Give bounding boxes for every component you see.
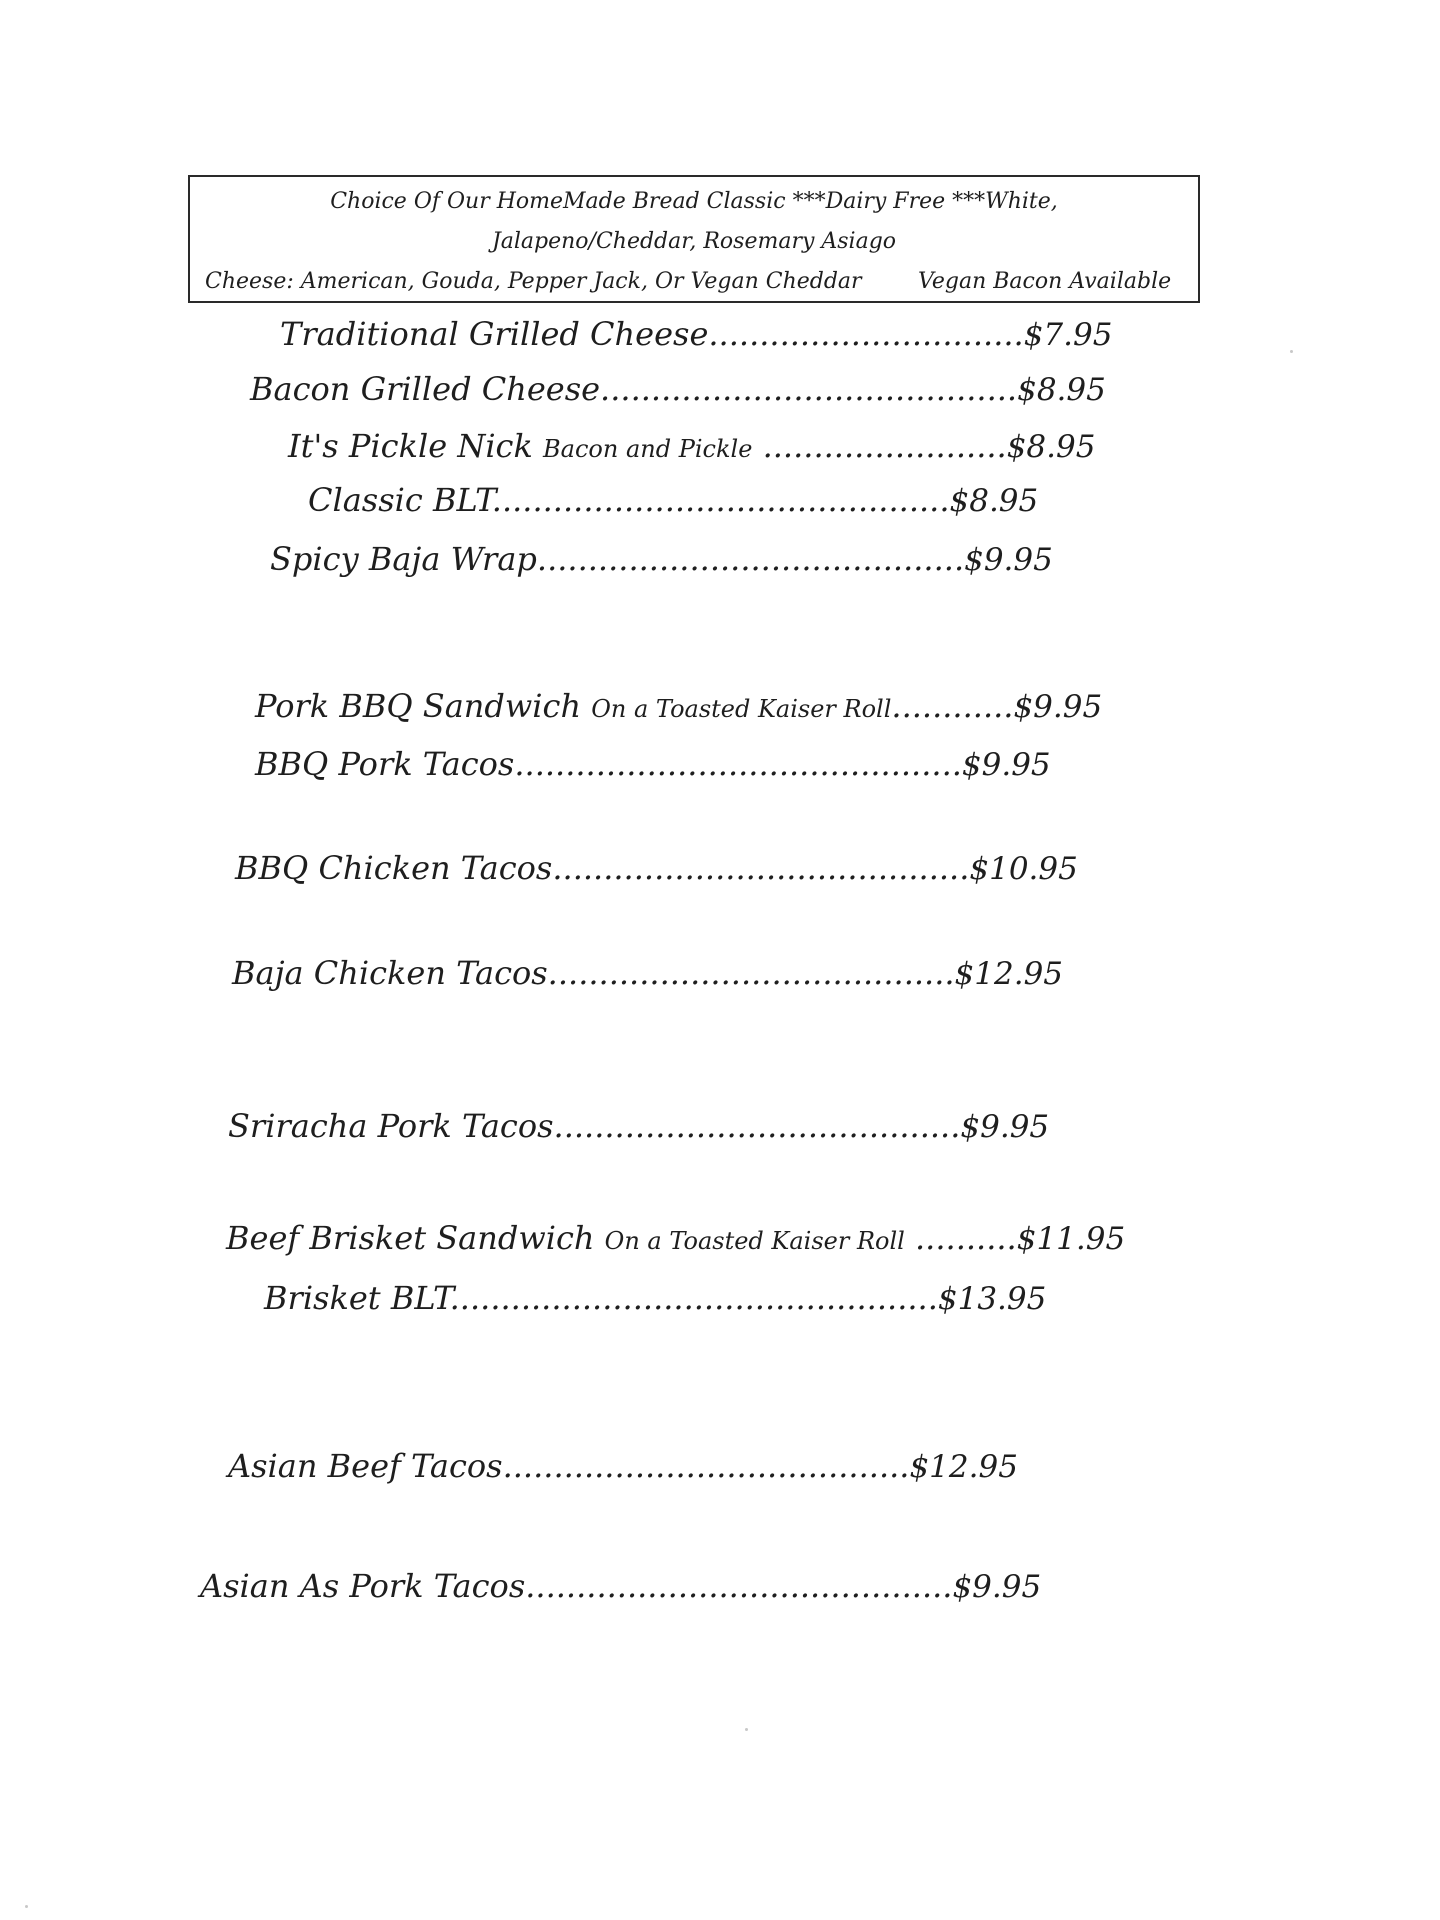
- bread-cheese-info-box: [188, 175, 1200, 303]
- item-dots: ........................................: [553, 1107, 961, 1145]
- item-price: $9.95: [1013, 689, 1103, 725]
- item-price: $11.95: [1016, 1221, 1126, 1257]
- menu-item-sriracha-pork-tacos: [228, 1107, 1050, 1145]
- item-price: $8.95: [1006, 429, 1096, 465]
- menu-item-asian-as-pork-tacos: [200, 1567, 1042, 1605]
- item-price: $9.95: [964, 542, 1053, 578]
- item-price: $12.95: [909, 1449, 1018, 1485]
- item-dots: .........................................: [600, 370, 1018, 408]
- item-name: BBQ Chicken Tacos: [235, 849, 553, 887]
- menu-item-bbq-chicken-tacos: [235, 849, 1078, 887]
- item-name: Traditional Grilled Cheese: [280, 315, 709, 353]
- item-dots: ........................................: [502, 1447, 910, 1485]
- menu-item-bacon-grilled-cheese: [250, 370, 1106, 408]
- item-dots: ..........................................: [525, 1567, 953, 1605]
- item-dots: ............................................: [514, 745, 962, 783]
- menu-item-traditional-grilled-cheese: [280, 315, 1113, 353]
- bread-types-line: Jalapeno/Cheddar, Rosemary Asiago: [491, 229, 897, 254]
- item-subtitle: On a Toasted Kaiser Roll: [604, 1227, 905, 1255]
- item-price: $8.95: [1017, 372, 1106, 408]
- item-dots: ........................: [762, 427, 1007, 465]
- item-dots: ...............................: [708, 315, 1024, 353]
- item-dots: ........................................: [547, 954, 955, 992]
- item-price: $9.95: [960, 1109, 1050, 1145]
- menu-item-asian-beef-tacos: [228, 1447, 1018, 1485]
- item-price: $9.95: [952, 1569, 1042, 1605]
- item-price: $10.95: [969, 851, 1078, 887]
- item-dots: ..........................................: [536, 540, 965, 578]
- vegan-bacon-note: Vegan Bacon Available: [918, 269, 1172, 294]
- menu-item-baja-chicken-tacos: [232, 954, 1064, 992]
- menu-item-spicy-baja-wrap: [270, 540, 1053, 578]
- item-name: Bacon Grilled Cheese: [250, 370, 601, 408]
- menu-item-brisket-blt: [264, 1279, 1047, 1317]
- menu-item-its-pickle-nick: [288, 427, 1096, 465]
- item-price: $13.95: [937, 1281, 1047, 1317]
- menu-item-bbq-pork-tacos: [255, 745, 1051, 783]
- item-name: Pork BBQ Sandwich: [255, 687, 582, 725]
- scan-speck: [745, 1728, 748, 1731]
- item-price: $12.95: [954, 956, 1064, 992]
- item-name: Classic BLT: [308, 481, 492, 519]
- item-name: Asian Beef Tacos: [228, 1447, 503, 1485]
- bread-choice-line: Choice Of Our HomeMade Bread Classic ***Dairy Free ***White,: [330, 189, 1058, 214]
- menu-item-pork-bbq-sandwich: [255, 687, 1103, 725]
- item-price: $8.95: [949, 483, 1039, 519]
- item-name: Brisket BLT: [264, 1279, 450, 1317]
- item-name: Beef Brisket Sandwich: [226, 1219, 595, 1257]
- scan-speck: [25, 1905, 28, 1908]
- item-name: Sriracha Pork Tacos: [228, 1107, 554, 1145]
- cheese-options: Cheese: American, Gouda, Pepper Jack, Or Vegan Cheddar: [205, 269, 862, 294]
- item-dots: ................................................: [449, 1279, 938, 1317]
- item-price: $9.95: [961, 747, 1051, 783]
- item-name: Spicy Baja Wrap: [270, 540, 537, 578]
- item-subtitle: Bacon and Pickle: [543, 435, 753, 463]
- scan-speck: [1290, 350, 1293, 353]
- item-subtitle: On a Toasted Kaiser Roll: [591, 695, 892, 723]
- item-dots: ............: [891, 687, 1014, 725]
- menu-item-beef-brisket-sandwich: [226, 1219, 1126, 1257]
- menu-item-classic-blt: [308, 481, 1039, 519]
- item-name: Baja Chicken Tacos: [232, 954, 548, 992]
- item-price: $7.95: [1023, 317, 1113, 353]
- item-name: BBQ Pork Tacos: [255, 745, 515, 783]
- item-dots: .........................................: [552, 849, 970, 887]
- item-name: It's Pickle Nick: [288, 427, 533, 465]
- item-name: Asian As Pork Tacos: [200, 1567, 526, 1605]
- item-dots: .............................................: [491, 481, 950, 519]
- item-dots: ..........: [915, 1219, 1017, 1257]
